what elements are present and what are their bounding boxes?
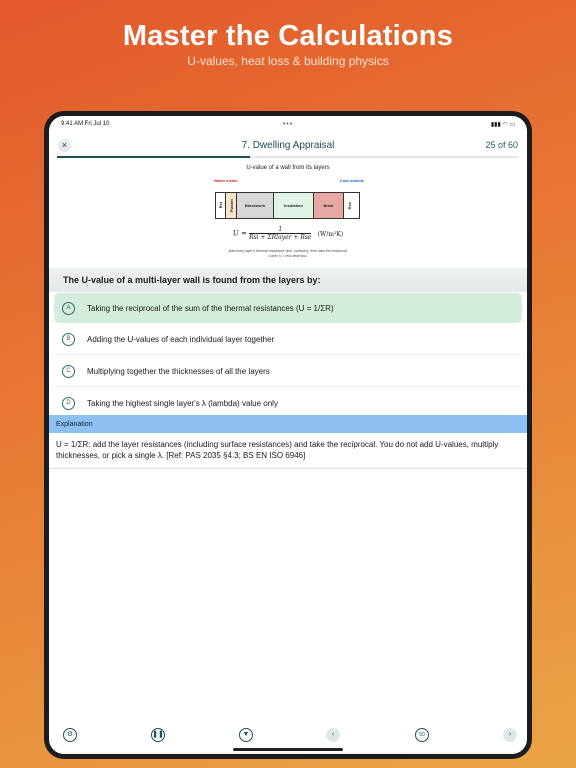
question-counter: 25 of 60 — [485, 140, 518, 150]
option-text: Adding the U-values of each individual layer together — [87, 335, 275, 344]
figure-note-line-1: Add every layer's thermal resistance (incl. surfaces), then take the reciprocal. — [228, 249, 348, 253]
answer-option-c[interactable] — [54, 357, 522, 387]
pause-icon[interactable]: ❚❚ — [151, 728, 165, 742]
option-letter-badge: C — [62, 365, 75, 378]
wall-layer-label: Insulation — [284, 203, 303, 208]
status-time: 9:41 AM Fri Jul 10 — [61, 121, 110, 127]
figure-note — [49, 249, 527, 259]
previous-icon[interactable]: ‹ — [326, 728, 340, 742]
wall-layer-label: Plaster — [228, 198, 234, 213]
cold-outside-label: Cold outside — [339, 178, 364, 183]
formula-lead: U = — [232, 229, 247, 238]
answer-options — [49, 293, 527, 421]
explanation-header: Explanation — [49, 415, 527, 433]
screen — [49, 116, 527, 754]
option-letter-badge: B — [62, 333, 75, 346]
wall-layer-label: Rse — [347, 201, 352, 210]
wall-layers — [215, 192, 360, 219]
page-title: 7. Dwelling Appraisal — [241, 139, 335, 151]
status-bar — [49, 116, 527, 132]
wall-layer-insulation — [274, 193, 314, 218]
battery-wifi-icon: ▮▮▮ ◠ ▭ — [490, 121, 515, 128]
warm-inside-label: Warm inside — [214, 178, 238, 183]
wall-layer-label: Brick — [323, 203, 334, 208]
wall-layer-label: Blockwork — [244, 203, 266, 208]
settings-icon[interactable]: ⚙ — [63, 728, 77, 742]
hero-title: Master the Calculations — [122, 20, 454, 52]
figure-note-line-2: Lower U = less heat loss. — [268, 254, 308, 258]
wall-layer-label: Rsi — [218, 202, 223, 209]
bookmark-icon[interactable]: ▼ — [239, 728, 253, 742]
figure-title: U-value of a wall from its layers — [246, 165, 330, 171]
next-icon[interactable]: › — [503, 728, 517, 742]
hero-subtitle: U-values, heat loss & building physics — [187, 54, 389, 68]
u-value-formula — [49, 226, 527, 241]
divider — [49, 468, 527, 469]
bottom-toolbar — [49, 724, 527, 746]
wall-diagram — [49, 164, 527, 267]
multitask-dots-icon[interactable]: ••• — [282, 120, 294, 128]
option-text: Multiplying together the thicknesses of all the layers — [87, 367, 270, 376]
option-text: Taking the highest single layer's λ (lambda) value only — [87, 399, 278, 408]
answer-option-a[interactable] — [54, 293, 522, 323]
wall-layer-rsi — [216, 193, 226, 218]
question-count-badge[interactable]: 50 — [415, 728, 429, 742]
progress-fill — [57, 156, 250, 158]
formula-numerator: 1 — [249, 226, 311, 234]
nav-bar — [49, 132, 527, 158]
option-letter-badge: D — [62, 397, 75, 410]
home-indicator[interactable] — [233, 748, 343, 751]
formula-denominator: Rsi + ΣRlayer + Rse — [249, 234, 312, 241]
wall-layer-plaster — [226, 193, 237, 218]
tablet-frame — [44, 111, 532, 759]
wall-layer-brick — [314, 193, 344, 218]
close-icon[interactable]: × — [58, 139, 71, 152]
explanation-body: U = 1/ΣR: add the layer resistances (including surface resistances) and take the reciprocal. You do not add U-values, multiply thicknesses, or pick a single λ. [Ref: PAS 2035 §4.3; BS EN ISO 6946] — [56, 440, 499, 460]
answer-option-b[interactable] — [54, 325, 522, 355]
wall-layer-blockwork — [237, 193, 274, 218]
progress-bar — [57, 156, 519, 158]
question-text: The U-value of a multi-layer wall is found from the layers by: — [49, 268, 527, 292]
formula-unit: (W/m²K) — [317, 230, 344, 238]
option-letter-badge: A — [62, 302, 75, 315]
wall-layer-rse — [344, 193, 355, 218]
option-text: Taking the reciprocal of the sum of the thermal resistances (U = 1/ΣR) — [87, 303, 334, 313]
